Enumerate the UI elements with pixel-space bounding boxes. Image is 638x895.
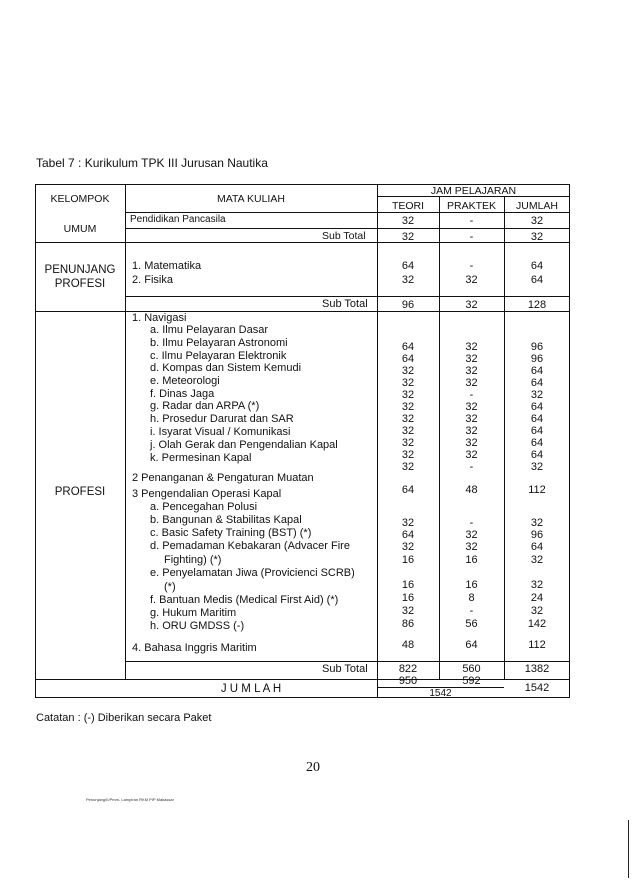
- profesi-praktek-cell: 32: [465, 341, 478, 353]
- penunjang-subtotal-jumlah: 128: [527, 299, 547, 311]
- profesi-subject: 1. Navigasi: [132, 312, 187, 324]
- profesi-jumlah-cell: 64: [530, 437, 544, 449]
- profesi-praktek-cell: 32: [465, 401, 478, 413]
- profesi-praktek-cell: 56: [465, 618, 478, 630]
- profesi-subject: j. Olah Gerak dan Pengendalian Kapal: [150, 439, 338, 451]
- jumlah-teori: 950: [398, 675, 418, 687]
- profesi-teori-cell: 86: [401, 618, 415, 630]
- profesi-subtotal-label: Sub Total: [322, 663, 368, 675]
- page-number: 20: [306, 760, 320, 775]
- profesi-teori-cell: 64: [401, 341, 415, 353]
- header-teori: TEORI: [391, 200, 425, 212]
- profesi-jumlah-cell: 142: [527, 618, 547, 630]
- umum-jumlah: 32: [530, 215, 544, 227]
- profesi-jumlah-cell: 64: [530, 541, 544, 553]
- profesi-teori-cell: 48: [401, 639, 415, 651]
- profesi-praktek-cell: 32: [465, 413, 478, 425]
- profesi-teori-cell: 16: [401, 554, 415, 566]
- profesi-teori-cell: 32: [401, 377, 415, 389]
- profesi-praktek-cell: -: [469, 517, 474, 529]
- umum-teori: 32: [401, 215, 415, 227]
- penunjang-r1-teori: 64: [401, 260, 415, 272]
- profesi-praktek-cell: 32: [465, 353, 478, 365]
- profesi-subject: d. Kompas dan Sistem Kemudi: [150, 362, 302, 374]
- profesi-jumlah-cell: 32: [530, 605, 544, 617]
- umum-subtotal-label: Sub Total: [322, 230, 366, 242]
- profesi-subtotal-teori: 822: [398, 663, 418, 675]
- profesi-jumlah-cell: 64: [530, 413, 544, 425]
- jumlah-total: 1542: [524, 682, 550, 694]
- penunjang-r1-jumlah: 64: [530, 260, 544, 272]
- profesi-jumlah-cell: 32: [530, 389, 544, 401]
- profesi-teori-cell: 32: [401, 461, 415, 473]
- umum-subtotal-jumlah: 32: [530, 231, 544, 243]
- penunjang-subtotal-praktek: 32: [465, 299, 478, 311]
- profesi-teori-cell: 64: [401, 529, 415, 541]
- subject-pancasila: Pendidikan Pancasila: [130, 214, 226, 225]
- penunjang-subtotal-label: Sub Total: [322, 298, 368, 310]
- profesi-subject: e. Penyelamatan Jiwa (Provicienci SCRB): [150, 567, 355, 579]
- group-profesi: PROFESI: [54, 486, 106, 498]
- profesi-praktek-cell: 32: [465, 377, 478, 389]
- header-jam-pelajaran: JAM PELAJARAN: [430, 185, 517, 197]
- jumlah-label: J U M L A H: [220, 683, 282, 695]
- penunjang-r2-jumlah: 64: [530, 274, 544, 286]
- umum-subtotal-teori: 32: [401, 231, 415, 243]
- profesi-subject: a. Ilmu Pelayaran Dasar: [150, 324, 268, 336]
- group-penunjang-line1: PENUNJANG: [44, 264, 116, 276]
- profesi-subject: g. Radar dan ARPA (*): [150, 400, 260, 412]
- profesi-jumlah-cell: 32: [530, 517, 544, 529]
- profesi-subject: 2 Penanganan & Pengaturan Muatan: [132, 472, 314, 484]
- stray-pen-mark: [628, 820, 631, 878]
- profesi-praktek-cell: -: [469, 605, 474, 617]
- profesi-praktek-cell: 32: [465, 541, 478, 553]
- profesi-teori-cell: 32: [401, 425, 415, 437]
- profesi-jumlah-cell: 112: [528, 484, 546, 496]
- profesi-praktek-cell: 48: [465, 484, 478, 496]
- profesi-praktek-cell: 16: [465, 579, 478, 591]
- header-praktek: PRAKTEK: [446, 200, 496, 212]
- profesi-praktek-cell: 8: [468, 592, 475, 604]
- subject-matematika: 1. Matematika: [132, 260, 202, 272]
- profesi-jumlah-cell: 96: [530, 341, 544, 353]
- profesi-teori-cell: 32: [401, 437, 415, 449]
- profesi-teori-cell: 32: [401, 413, 415, 425]
- subject-fisika: 2. Fisika: [132, 274, 173, 286]
- profesi-jumlah-cell: 64: [530, 365, 544, 377]
- profesi-jumlah-cell: 64: [530, 377, 544, 389]
- group-penunjang-line2: PROFESI: [54, 278, 106, 290]
- header-jumlah: JUMLAH: [515, 200, 558, 212]
- profesi-praktek-cell: -: [469, 389, 474, 401]
- profesi-teori-cell: 32: [401, 541, 415, 553]
- profesi-teori-cell: 64: [401, 353, 415, 365]
- profesi-subject: g. Hukum Maritim: [150, 607, 237, 619]
- profesi-subtotal-jumlah: 1382: [524, 663, 550, 675]
- umum-subtotal-praktek: -: [469, 231, 474, 243]
- profesi-teori-cell: 32: [401, 605, 415, 617]
- group-umum: UMUM: [63, 223, 97, 235]
- profesi-praktek-cell: 32: [465, 529, 478, 541]
- profesi-jumlah-cell: 64: [530, 449, 544, 461]
- profesi-jumlah-cell: 32: [530, 554, 544, 566]
- profesi-jumlah-cell: 32: [530, 461, 544, 473]
- profesi-teori-cell: 32: [401, 517, 415, 529]
- profesi-subject: i. Isyarat Visual / Komunikasi: [150, 426, 291, 438]
- jumlah-praktek: 592: [462, 675, 481, 687]
- profesi-subject: k. Permesinan Kapal: [150, 452, 252, 464]
- profesi-teori-cell: 64: [401, 484, 415, 496]
- penunjang-r2-praktek: 32: [465, 274, 478, 286]
- penunjang-r1-praktek: -: [469, 260, 474, 272]
- profesi-jumlah-cell: 32: [530, 579, 544, 591]
- profesi-praktek-cell: 64: [465, 639, 478, 651]
- profesi-subject: a. Pencegahan Polusi: [150, 501, 258, 513]
- umum-praktek: -: [469, 215, 474, 227]
- profesi-jumlah-cell: 96: [530, 529, 544, 541]
- profesi-subject: f. Dinas Jaga: [150, 388, 215, 400]
- profesi-subject: d. Pemadaman Kebakaran (Advacer Fire: [150, 540, 350, 552]
- profesi-praktek-cell: 32: [465, 449, 478, 461]
- profesi-jumlah-cell: 24: [530, 592, 544, 604]
- profesi-teori-cell: 16: [401, 592, 415, 604]
- profesi-praktek-cell: 32: [465, 437, 478, 449]
- footnote: Catatan : (-) Diberikan secara Paket: [36, 712, 212, 724]
- profesi-praktek-cell: -: [469, 461, 474, 473]
- document-footer: Penunjang/II/Pmm- Lampiran RKM PIP Makassar: [86, 797, 174, 802]
- profesi-subject: h. Prosedur Darurat dan SAR: [150, 413, 294, 425]
- profesi-subject: e. Meteorologi: [150, 375, 220, 387]
- profesi-subject: c. Basic Safety Training (BST) (*): [150, 527, 312, 539]
- profesi-jumlah-cell: 64: [530, 425, 544, 437]
- profesi-subject: b. Bangunan & Stabilitas Kapal: [150, 514, 302, 526]
- profesi-jumlah-cell: 112: [528, 639, 546, 651]
- profesi-subject: h. ORU GMDSS (-): [150, 620, 245, 632]
- profesi-praktek-cell: 16: [465, 554, 478, 566]
- profesi-subject: Fighting) (*): [164, 554, 222, 566]
- profesi-teori-cell: 32: [401, 449, 415, 461]
- header-kelompok: KELOMPOK: [50, 193, 110, 205]
- penunjang-subtotal-teori: 96: [401, 299, 415, 311]
- profesi-teori-cell: 32: [401, 389, 415, 401]
- header-mata-kuliah: MATA KULIAH: [217, 193, 285, 205]
- penunjang-r2-teori: 32: [401, 274, 415, 286]
- profesi-subject: (*): [164, 581, 176, 593]
- profesi-subject: 4. Bahasa Inggris Maritim: [132, 642, 257, 654]
- profesi-teori-cell: 32: [401, 401, 415, 413]
- profesi-subject: f. Bantuan Medis (Medical First Aid) (*): [150, 594, 339, 606]
- profesi-praktek-cell: 32: [465, 365, 478, 377]
- profesi-subject: 3 Pengendalian Operasi Kapal: [132, 488, 282, 500]
- profesi-teori-cell: 16: [401, 579, 415, 591]
- profesi-praktek-cell: 32: [465, 425, 478, 437]
- profesi-subject: c. Ilmu Pelayaran Elektronik: [150, 350, 287, 362]
- profesi-subtotal-praktek: 560: [462, 663, 481, 675]
- jumlah-combined: 1542: [429, 688, 452, 699]
- table-caption: Tabel 7 : Kurikulum TPK III Jurusan Nautika: [36, 156, 268, 170]
- profesi-teori-cell: 32: [401, 365, 415, 377]
- profesi-subject: b. Ilmu Pelayaran Astronomi: [150, 337, 288, 349]
- profesi-jumlah-cell: 96: [530, 353, 544, 365]
- profesi-jumlah-cell: 64: [530, 401, 544, 413]
